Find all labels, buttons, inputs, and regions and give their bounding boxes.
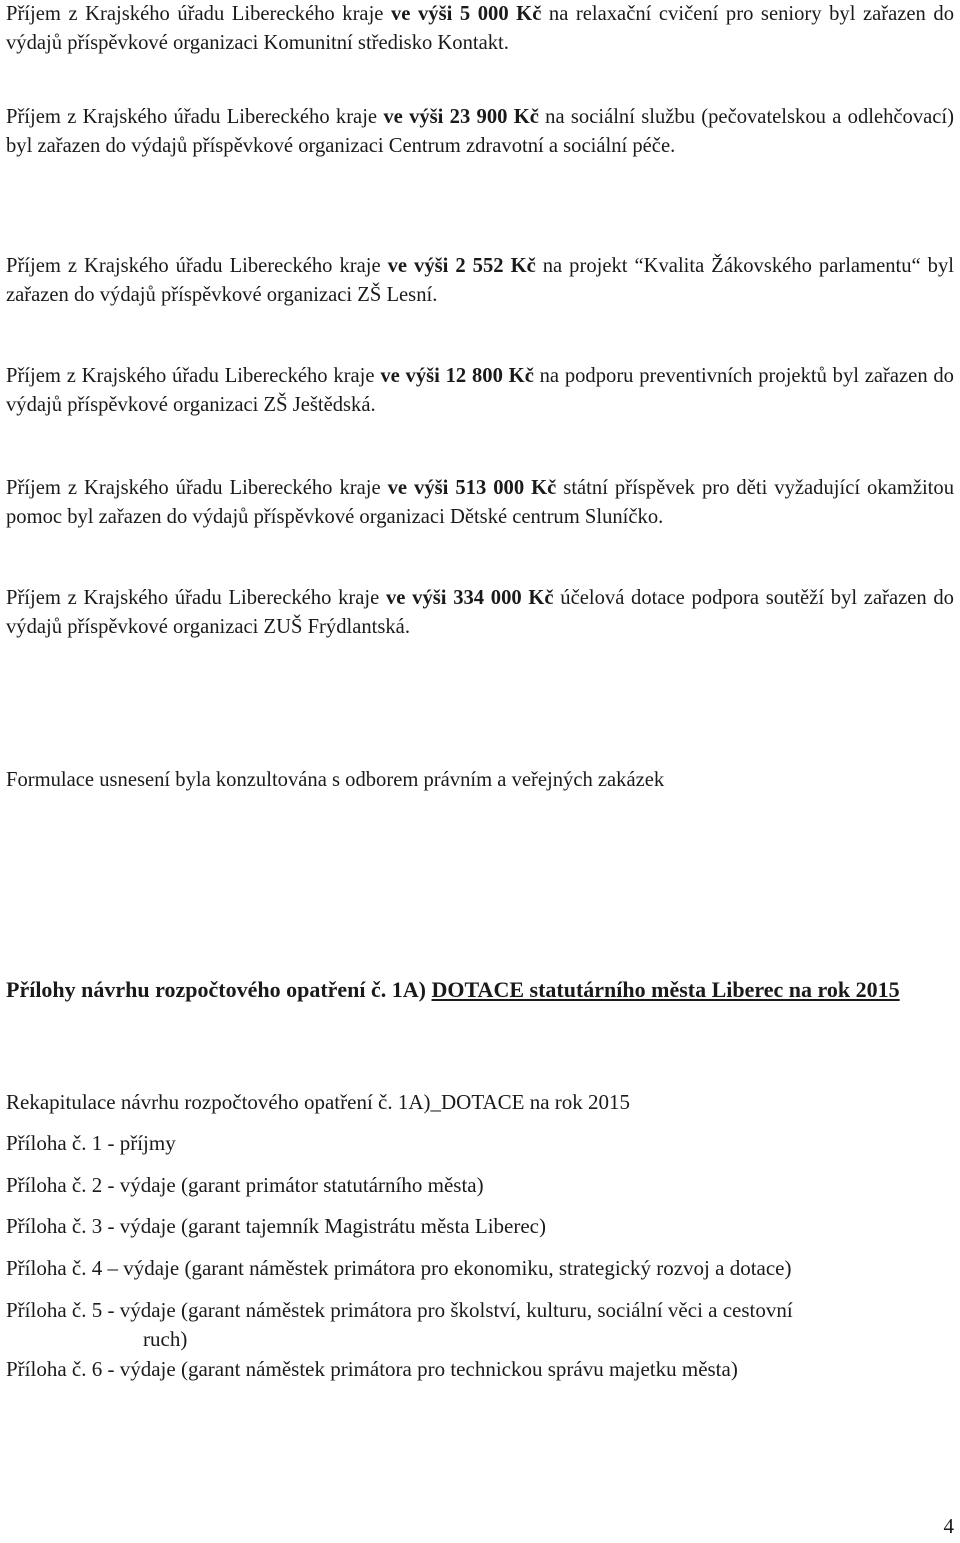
attachment-text: - výdaje (garant primátor statutárního města) [102, 1173, 484, 1197]
paragraph-text: státní příspěvek pro děti vyžadující okamžitou pomoc byl zařazen do výdajů příspěvkové organizaci Dětské centrum Sluníčko. [6, 477, 954, 528]
paragraph-text: Příjem z Krajského úřadu Libereckého kraje [6, 587, 386, 609]
attachment-label: Příloha č. 4 [6, 1256, 103, 1280]
attachment-text: - příjmy [102, 1131, 176, 1155]
paragraph-amount: ve výši 2 552 Kč [387, 255, 536, 277]
paragraph-text: na relaxační cvičení pro seniory byl zařazen do výdajů příspěvkové organizaci Komunitní středisko Kontakt. [6, 3, 954, 54]
heading-text: Přílohy návrhu rozpočtového opatření č. 1A) [6, 977, 432, 1002]
paragraph-text: Příjem z Krajského úřadu Libereckého kraje [6, 106, 384, 128]
paragraph-amount: ve výši 12 800 Kč [380, 365, 534, 387]
paragraph-income-4 [6, 362, 954, 420]
attachment-text: - výdaje (garant náměstek primátora pro technickou správu majetku města) [102, 1357, 738, 1381]
attachment-item [6, 1296, 954, 1354]
paragraph-amount: ve výši 334 000 Kč [385, 587, 554, 609]
attachment-item [6, 1355, 954, 1384]
paragraph-amount: ve výši 23 900 Kč [383, 106, 539, 128]
attachment-item [6, 1212, 954, 1241]
attachment-label: Příloha č. 3 [6, 1214, 103, 1238]
attachment-item [6, 1171, 954, 1200]
paragraph-income-5 [6, 474, 954, 532]
paragraph-income-1 [6, 0, 954, 58]
paragraph-income-6 [6, 584, 954, 642]
paragraph-text: na podporu preventivních projektů byl zařazen do výdajů příspěvkové organizaci ZŠ Ještědská. [6, 365, 954, 416]
attachment-text-continuation: ruch) [143, 1327, 188, 1351]
paragraph-text: Příjem z Krajského úřadu Libereckého kraje [6, 477, 388, 499]
paragraph-income-3 [6, 252, 954, 310]
paragraph-text: Příjem z Krajského úřadu Libereckého kraje [6, 3, 391, 25]
paragraph-text: účelová dotace podpora soutěží byl zařazen do výdajů příspěvkové organizaci ZUŠ Frýdlantská. [6, 587, 954, 638]
paragraph-income-2 [6, 103, 954, 161]
paragraph-amount: ve výši 5 000 Kč [391, 3, 542, 25]
attachment-label: Příloha č. 1 [6, 1131, 103, 1155]
paragraph-text: na projekt “Kvalita Žákovského parlamentu“ byl zařazen do výdajů příspěvkové organizaci ZŠ Lesní. [6, 255, 954, 306]
attachment-item [6, 1129, 954, 1158]
heading-underlined-text: DOTACE statutárního města Liberec na rok 2015 [431, 977, 900, 1002]
attachment-label: Příloha č. 5 [6, 1298, 103, 1322]
formulace-note: Formulace usnesení byla konzultována s odborem právním a veřejných zakázek [6, 769, 665, 791]
attachment-text: - výdaje (garant náměstek primátora pro školství, kulturu, sociální věci a cestovní [102, 1298, 793, 1322]
paragraph-text: Příjem z Krajského úřadu Libereckého kraje [6, 255, 388, 277]
attachments-heading [6, 975, 954, 1004]
attachment-item [6, 1254, 954, 1283]
attachment-label: Příloha č. 2 [6, 1173, 103, 1197]
page-number: 4 [943, 1514, 954, 1538]
paragraph-text: Příjem z Krajského úřadu Libereckého kraje [6, 365, 381, 387]
paragraph-text: na sociální službu (pečovatelskou a odlehčovací) byl zařazen do výdajů příspěvkové organizaci Centrum zdravotní a sociální péče. [6, 106, 954, 157]
attachment-text: - výdaje (garant tajemník Magistrátu města Liberec) [102, 1214, 546, 1238]
attachment-text: – výdaje (garant náměstek primátora pro ekonomiku, strategický rozvoj a dotace) [102, 1256, 792, 1280]
paragraph-amount: ve výši 513 000 Kč [387, 477, 557, 499]
rekapitulace-line: Rekapitulace návrhu rozpočtového opatření č. 1A)_DOTACE na rok 2015 [6, 1090, 631, 1114]
attachment-label: Příloha č. 6 [6, 1357, 103, 1381]
